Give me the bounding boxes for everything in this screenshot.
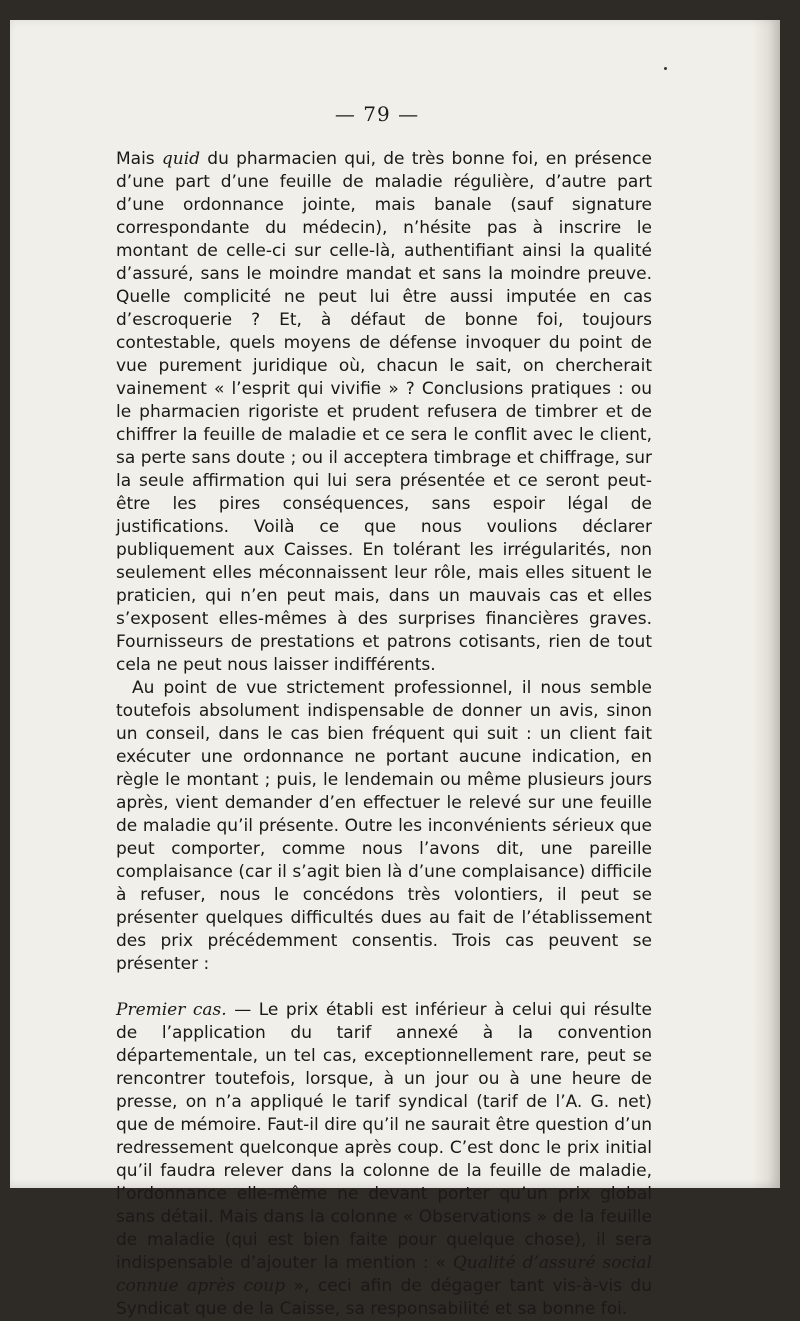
page-edge-shadow bbox=[752, 20, 780, 1188]
paragraph-1 bbox=[116, 148, 652, 677]
italic-quote: Qualité d’assuré social connue après coup bbox=[116, 1253, 652, 1296]
speck-mark bbox=[664, 67, 667, 70]
text-run: », ceci afin de dégager tant vis-à-vis du Syndicat que de la Caisse, sa responsabilité et sa bonne foi. bbox=[116, 1276, 652, 1319]
paragraph-2: Au point de vue strictement professionnel, il nous semble toutefois absolument indispensable de donner un avis, sinon un conseil, dans le cas bien fréquent qui suit : un client fait exécuter une ordonnance ne portant aucune indication, en règle le montant ; puis, le lendemain ou même plusieurs jours après, vient demander d’en effectuer le relevé sur une feuille de maladie qu’il présente. Outre les inconvénients sérieux que peut comporter, comme nous l’avons dit, une pareille complaisance (car il s’agit bien là d’une complaisance) difficile à refuser, nous le concédons très volontiers, il peut se présenter quelques difficultés dues au fait de l’établissement des prix précédemment consentis. Trois cas peuvent se présenter : bbox=[116, 678, 652, 974]
text-run: du pharmacien qui, de très bonne foi, en présence d’une part d’une feuille de maladie régulière, d’autre part d’une ordonnance jointe, mais banale (sauf signature correspondante du médecin), n’hésite pas à inscrire le montant de celle-ci sur celle-là, authentifiant ainsi la qualité d’assuré, sans le moindre mandat et sans la moindre preuve. Quelle complicité ne peut lui être aussi imputée en cas d’escroquerie ? Et, à défaut de bonne foi, toujours contestable, quels moyens de défense invoquer du point de vue purement juridique où, chacun le sait, on chercherait vainement « l’esprit qui vivifie » ? Conclusions pratiques : ou le pharmacien rigoriste et prudent refusera de timbrer et de chiffrer la feuille de maladie et ce sera le conflit avec le client, sa perte sans doute ; ou il acceptera timbrage et chiffrage, sur la seule affirmation qui lui sera présentée et ce seront peut-être les pires conséquences, sans espoir légal de justifications. Voilà ce que nous voulions déclarer publiquement aux Caisses. En tolérant les irrégularités, non seulement elles méconnaissent leur rôle, mais elles situent le praticien, qui n’en peut mais, dans un mauvais cas et elles s’exposent elles-mêmes à des surprises financières graves. Fournisseurs de prestations et patrons cotisants, rien de tout cela ne peut nous laisser indifférents. bbox=[116, 149, 652, 675]
text-run: Mais bbox=[116, 149, 162, 169]
case-heading: Premier cas. bbox=[116, 1000, 227, 1020]
paragraph-3 bbox=[116, 999, 652, 1321]
italic-word: quid bbox=[161, 149, 201, 169]
text-run: — Le prix établi est inférieur à celui qui résulte de l’application du tarif annexé à la convention départementale, un tel cas, exceptionnellement rare, peut se rencontrer toutefois, lorsque, à un jour ou à une heure de presse, on n’a appliqué le tarif syndical (tarif de l’A. G. net) que de mémoire. Faut-il dire qu’il ne saurait être question d’un redressement quelconque après coup. C’est donc le prix initial qu’il faudra relever dans la colonne de la feuille de maladie, l’ordonnance elle-même ne devant porter qu’un prix global sans détail. Mais dans la colonne « Observations » de la feuille de maladie (qui est bien faite pour quelque chose), il sera indispensable d’ajouter la mention : « bbox=[116, 1000, 652, 1273]
page-number: — 79 — bbox=[334, 102, 420, 126]
body-text bbox=[116, 148, 652, 1321]
book-page bbox=[10, 20, 780, 1319]
